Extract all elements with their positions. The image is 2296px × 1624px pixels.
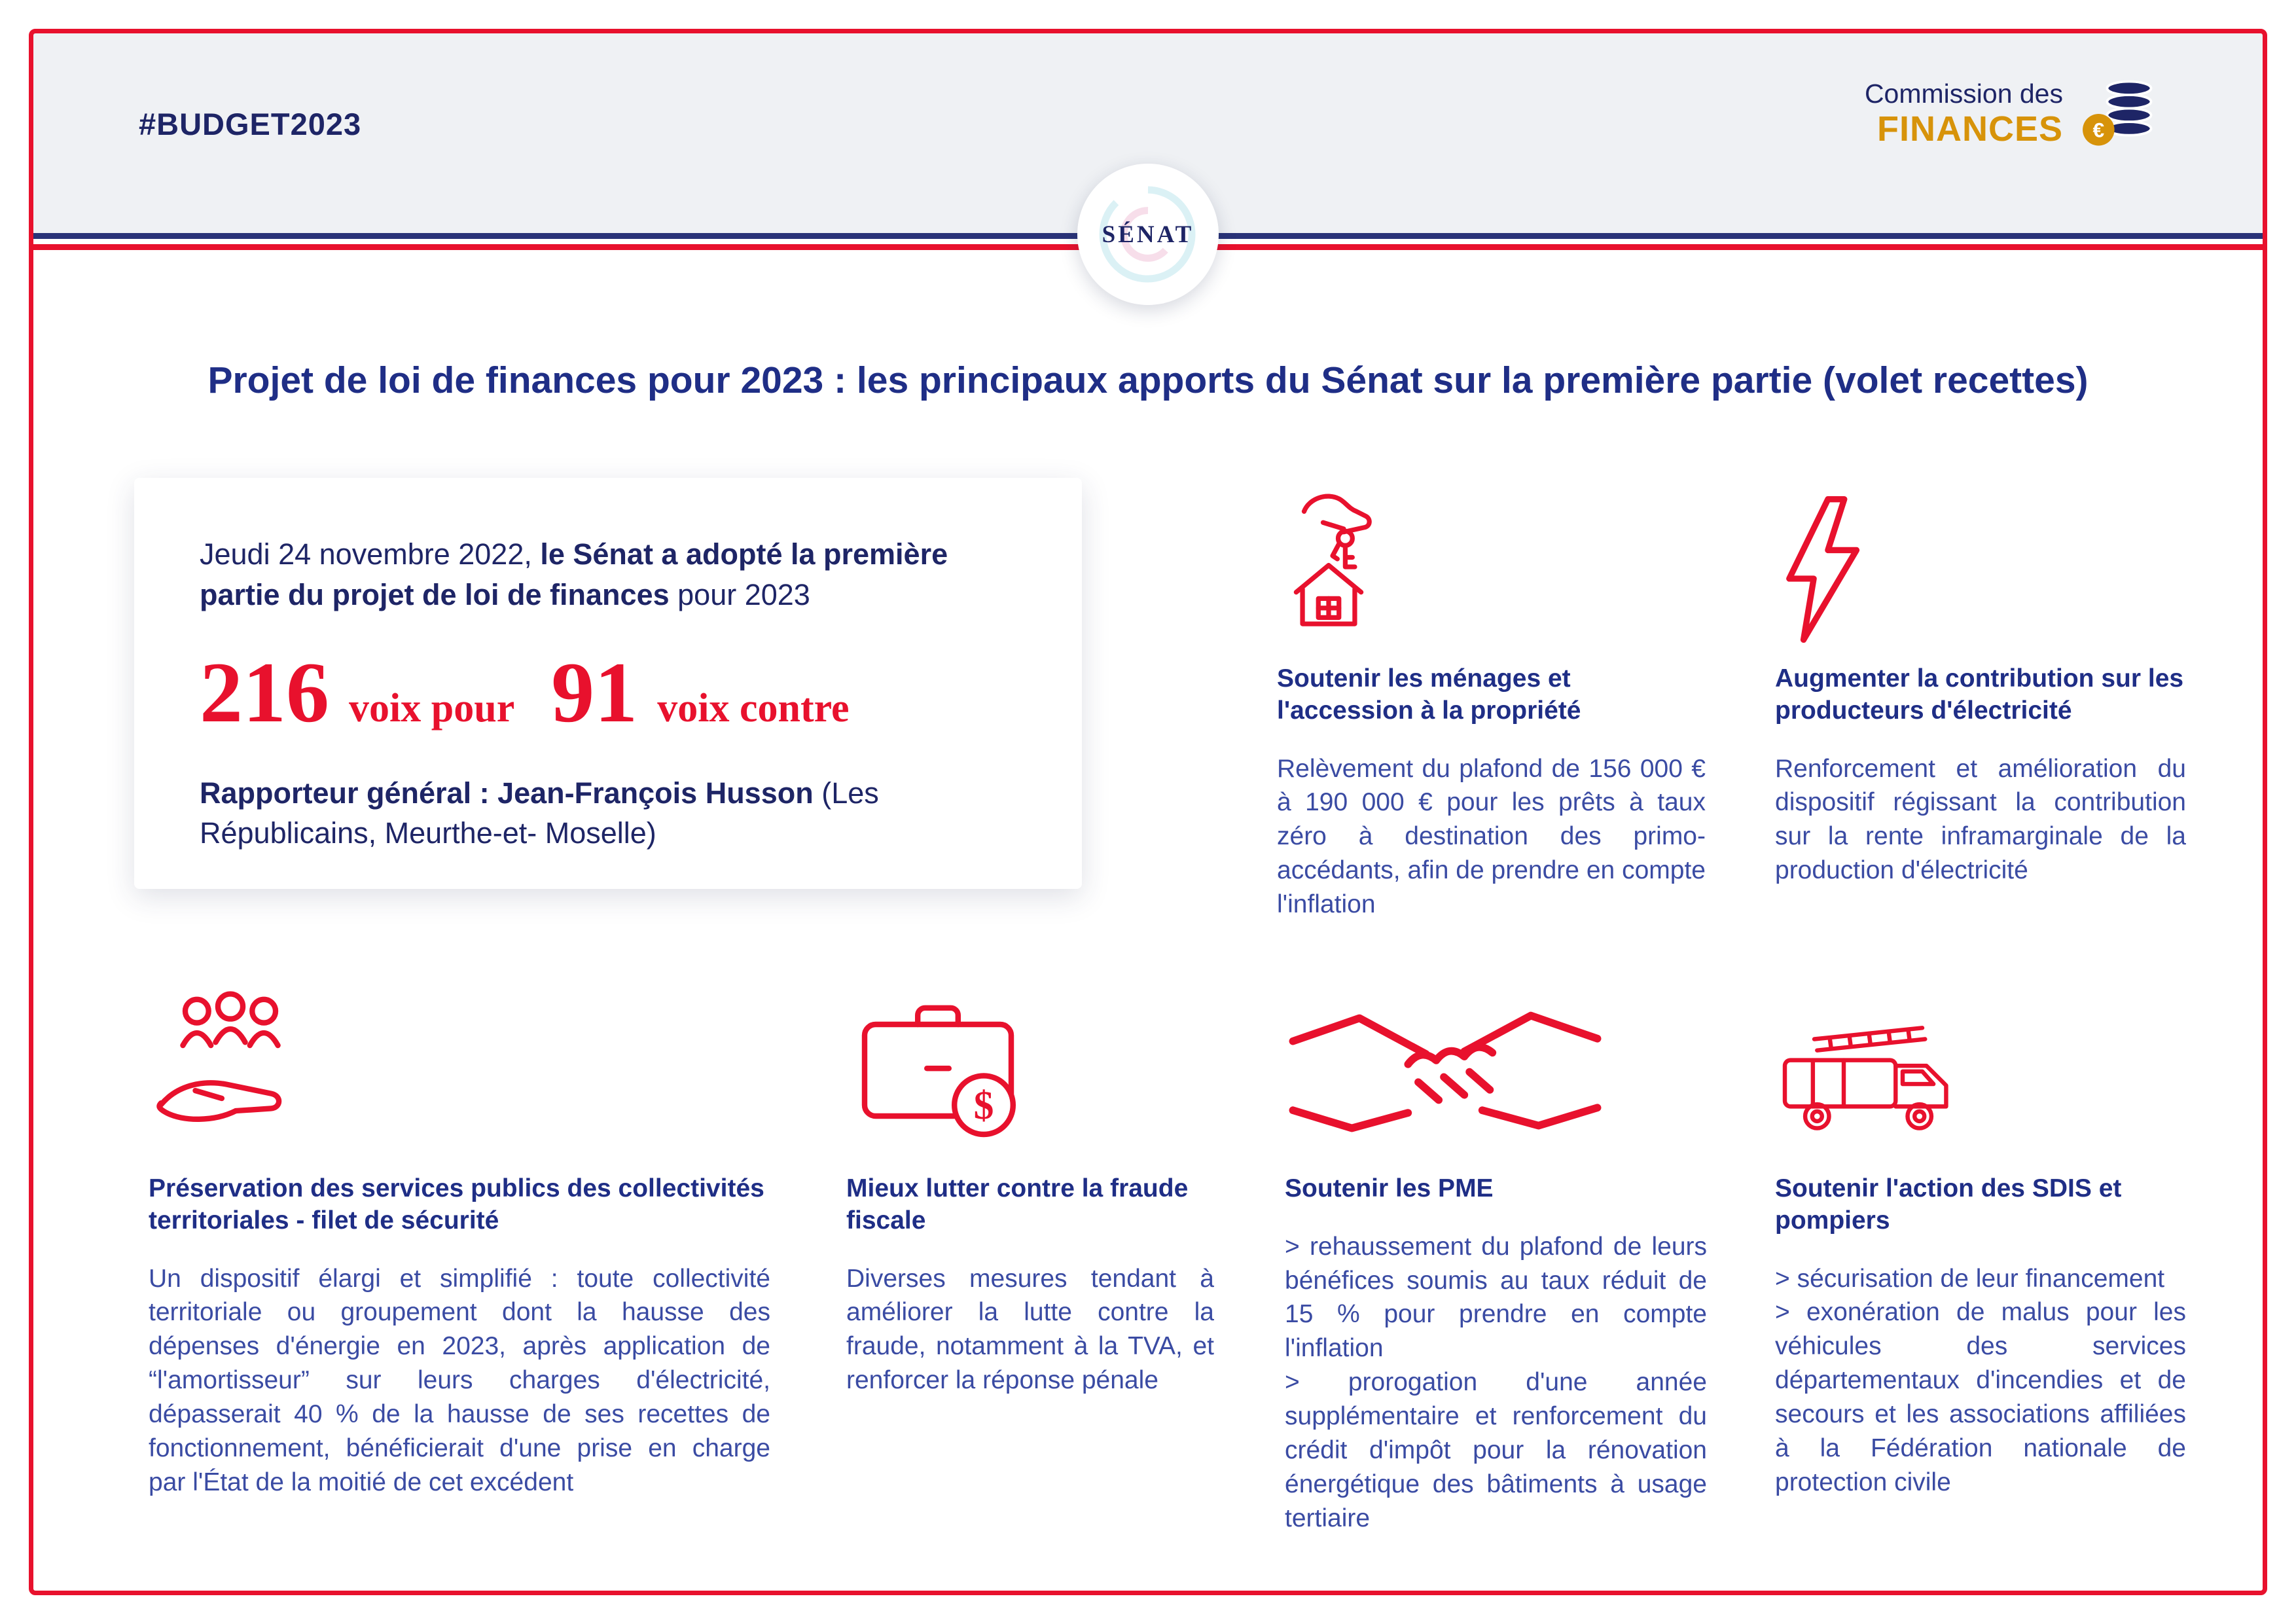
commission-label: Commission des [1864,78,2063,109]
votes-against-label: voix contre [657,686,850,731]
senat-logo-badge [1077,164,1219,305]
votes-for-value: 216 [200,644,329,741]
votes-for-label: voix pour [349,686,515,731]
fraude-heading: Mieux lutter contre la fraude fiscale [846,1174,1189,1235]
page-title: Projet de loi de finances pour 2023 : les principaux apports du Sénat sur la première partie (volet recettes) [207,359,2089,401]
handshake-icon [1285,980,1707,1144]
electricite-body: Renforcement et amélioration du dispositif régissant la contribution sur la rente inframarginale de la production d'électricité [1775,754,2186,885]
rapporteur-name: Rapporteur général : Jean-François Husson [200,776,814,810]
sdis-heading: Soutenir l'action des SDIS et pompiers [1775,1174,2122,1235]
section-pme [1285,980,1707,1535]
electricite-heading: Augmenter la contribution sur les producteurs d'électricité [1775,664,2184,725]
menages-body: Relèvement du plafond de 156 000 € à 190 000 € pour les prêts à taux zéro à destination des primo-accédants, afin de prendre en compte l'inflation [1277,754,1706,918]
section-fraude [846,980,1214,1398]
senat-wordmark: SÉNAT [1102,221,1194,248]
fraude-body: Diverses mesures tendant à améliorer la lutte contre la fraude, notamment à la TVA, et renforcer la réponse pénale [846,1264,1214,1395]
briefcase-dollar-icon [846,980,1214,1144]
lightning-icon [1775,482,2186,646]
pme-body [1285,1230,1707,1536]
vote-intro-text [200,534,992,615]
commission-finances-wordmark [1865,79,2063,149]
pme-item-2: > prorogation d'une année supplémentaire et renforcement du crédit d'impôt pour la rénovation énergétique des bâtiments à usage tertiaire [1285,1368,1707,1532]
collectivites-body: Un dispositif élargi et simplifié : toute collectivité territoriale ou groupement dont la hausse des dépenses d'énergie en 2023, après application de “l'amortisseur” sur leurs charges d'électricité, dépasserait 40 % de la hausse de ses recettes de fonctionnement, bénéficierait d'une prise en charge par l'État de la moitié de cet excédent [149,1264,770,1496]
sdis-item-1: > sécurisation de leur financement [1775,1264,2165,1293]
budget-hashtag: #BUDGET2023 [139,107,362,141]
menages-heading: Soutenir les ménages et l'accession à la propriété [1277,664,1581,725]
fire-truck-icon [1775,980,2186,1144]
sdis-body [1775,1262,2186,1500]
hand-keys-house-icon [1277,482,1706,646]
people-hand-icon [149,980,770,1144]
finances-label: FINANCES [1876,109,2063,149]
svg-text:$: $ [973,1083,994,1128]
section-electricite [1775,482,2186,888]
section-collectivites [149,980,770,1500]
collectivites-heading: Préservation des services publics des collectivités territoriales - filet de sécurité [149,1174,764,1235]
section-menages [1277,482,1706,922]
sdis-item-2: > exonération de malus pour les véhicules des services départementaux d'incendies et de secours et les associations affiliées à la Fédération nationale de protection civile [1775,1298,2186,1496]
coin-stack-euro-icon [2080,77,2160,151]
rapporteur-party: (Les Républicains, Meurthe-et- Moselle) [200,776,879,850]
pme-item-1: > rehaussement du plafond de leurs bénéfices soumis au taux réduit de 15 % pour prendre en compte l'inflation [1285,1232,1707,1363]
votes-against-value: 91 [551,644,638,741]
svg-text:€: € [2092,118,2105,142]
pme-heading: Soutenir les PME [1285,1174,1494,1202]
rapporteur-line [200,774,1031,854]
section-sdis [1775,980,2186,1500]
commission-finances-logo [1865,77,2160,151]
intro-end: pour 2023 [669,578,810,612]
intro-date: Jeudi 24 novembre 2022, [200,537,541,571]
vote-counts [200,644,1016,741]
vote-summary-card [134,478,1082,889]
intro-bold: le Sénat a adopté la première partie du projet de loi de finances [200,537,948,612]
